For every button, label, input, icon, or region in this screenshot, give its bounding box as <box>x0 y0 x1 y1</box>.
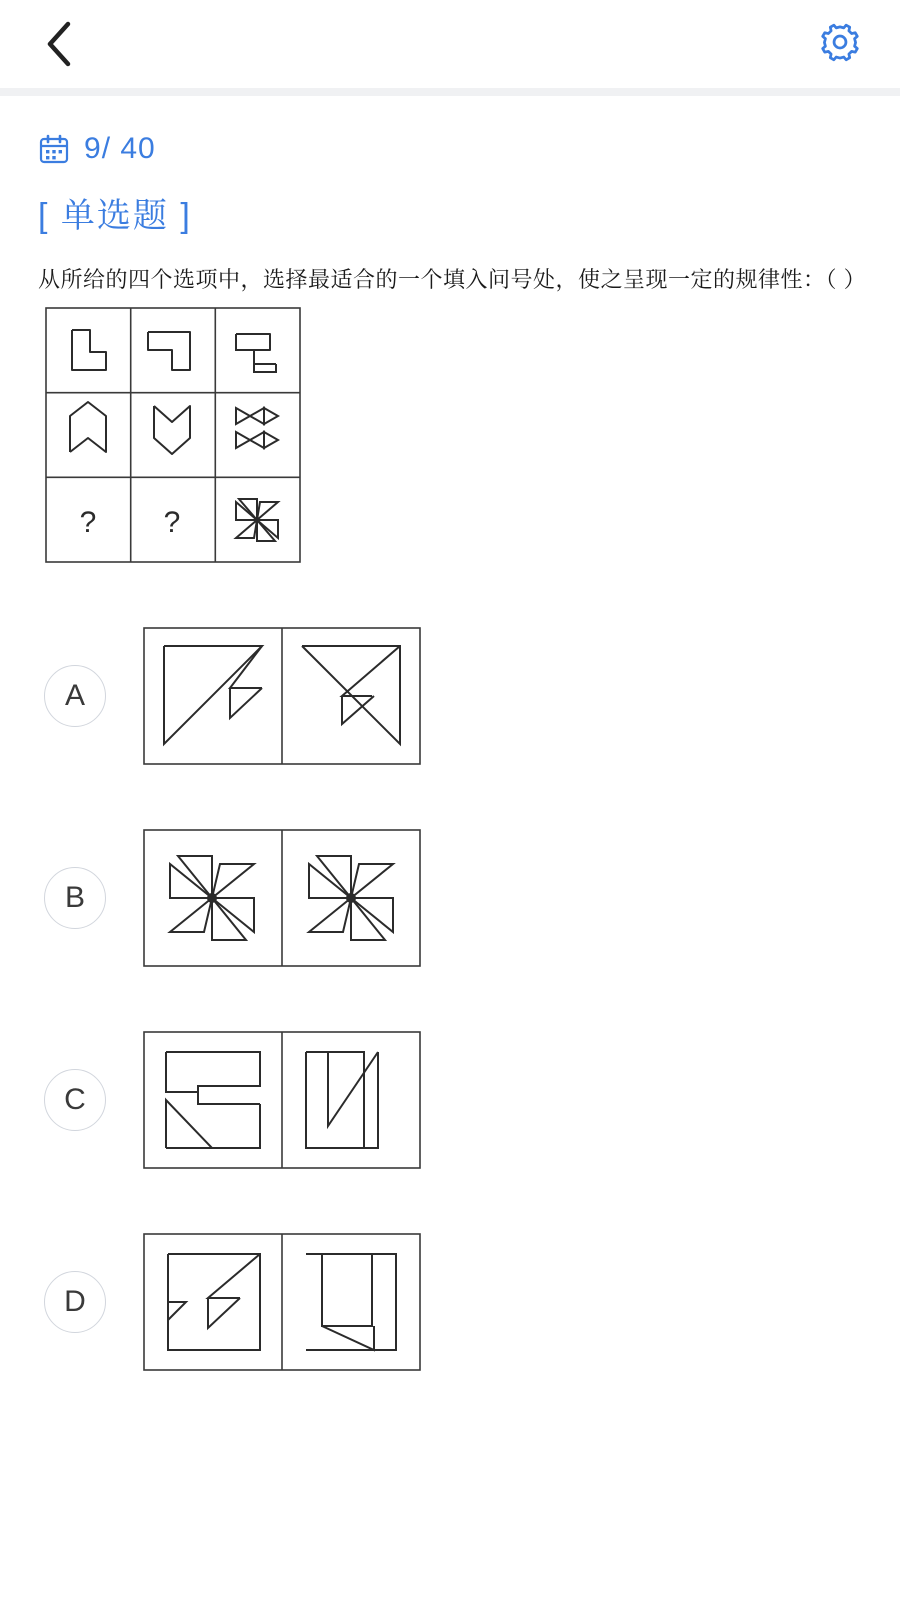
question-progress <box>0 96 900 166</box>
option-d-figure <box>142 1232 422 1372</box>
question-stem: 从所给的四个选项中，选择最适合的一个填入问号处，使之呈现一定的规律性：（ ） <box>38 267 867 292</box>
option-d[interactable] <box>44 1232 900 1372</box>
option-a[interactable] <box>44 626 900 766</box>
option-a-figure <box>142 626 422 766</box>
back-button[interactable] <box>34 18 86 70</box>
option-b-letter: B <box>44 867 106 929</box>
matrix-question-mark-1: ? <box>79 506 97 539</box>
option-b-figure <box>142 828 422 968</box>
option-c[interactable] <box>44 1030 900 1170</box>
progress-total: 40 <box>120 132 156 165</box>
gear-icon <box>818 20 862 69</box>
option-c-figure <box>142 1030 422 1170</box>
settings-button[interactable] <box>814 18 866 70</box>
question-type-label: [ 单选题 ] <box>38 197 192 235</box>
option-d-letter: D <box>44 1271 106 1333</box>
option-c-letter: C <box>44 1069 106 1131</box>
top-bar <box>0 0 900 88</box>
option-a-letter: A <box>44 665 106 727</box>
calendar-icon <box>38 133 70 165</box>
option-b[interactable] <box>44 828 900 968</box>
options-list <box>0 626 900 1372</box>
matrix-question-mark-2: ? <box>163 506 181 539</box>
progress-separator: / <box>101 132 112 165</box>
question-figure <box>0 296 900 564</box>
chevron-left-icon <box>42 18 78 70</box>
progress-text <box>84 132 156 166</box>
top-divider <box>0 88 900 96</box>
progress-current: 9 <box>84 132 102 165</box>
